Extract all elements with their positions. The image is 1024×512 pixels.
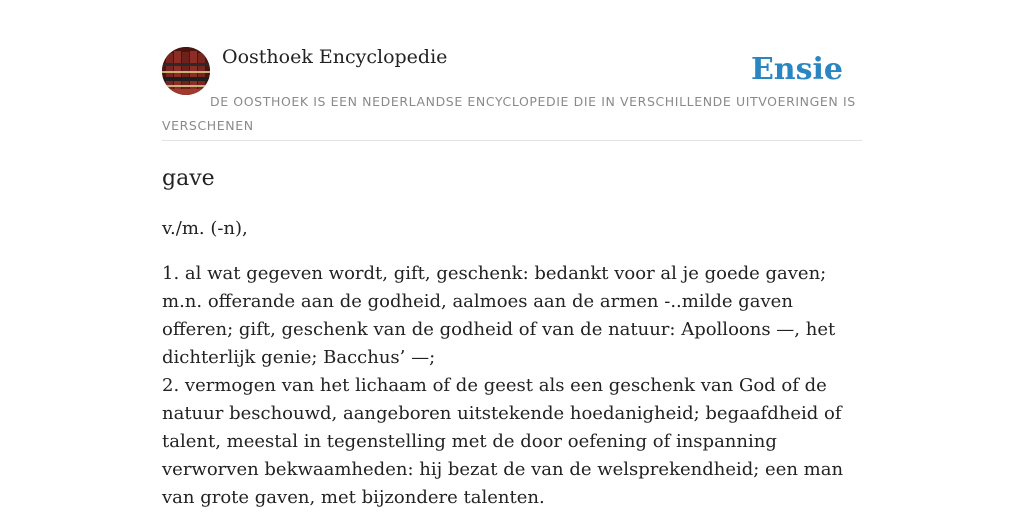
dictionary-entry bbox=[162, 163, 862, 512]
definition-1: 1. al wat gegeven wordt, gift, geschenk: bedankt voor al je goede gaven; m.n. offerande aan de godheid, aalmoes aan de armen -..milde gaven offeren; gift, geschenk van de godheid of van de natuur: Apolloons —, het dichterlijk genie; Bacchus’ —; bbox=[162, 263, 836, 368]
entry-grammar: v./m. (-n), bbox=[162, 218, 248, 239]
site-name[interactable]: Oosthoek Encyclopedie bbox=[222, 46, 448, 68]
entry-definitions bbox=[162, 260, 862, 512]
site-avatar[interactable] bbox=[162, 47, 210, 95]
definition-2: 2. vermogen van het lichaam of de geest als een geschenk van God of de natuur beschouwd, aangeboren uitstekende hoedanigheid; begaafdheid of talent, meestal in tegenstelling met de door oefening of inspanning verworven bekwaamheden: hij bezat de van de welsprekendheid; een man van grote gaven, met bijzondere talenten. bbox=[162, 375, 844, 508]
book-spines-icon bbox=[162, 47, 210, 95]
brand-logo[interactable]: Ensie bbox=[750, 52, 843, 87]
site-header bbox=[162, 40, 862, 141]
site-description: DE OOSTHOEK IS EEN NEDERLANDSE ENCYCLOPEDIE DIE IN VERSCHILLENDE UITVOERINGEN IS VERSCHENEN bbox=[162, 94, 856, 133]
entry-term: gave bbox=[162, 166, 215, 191]
